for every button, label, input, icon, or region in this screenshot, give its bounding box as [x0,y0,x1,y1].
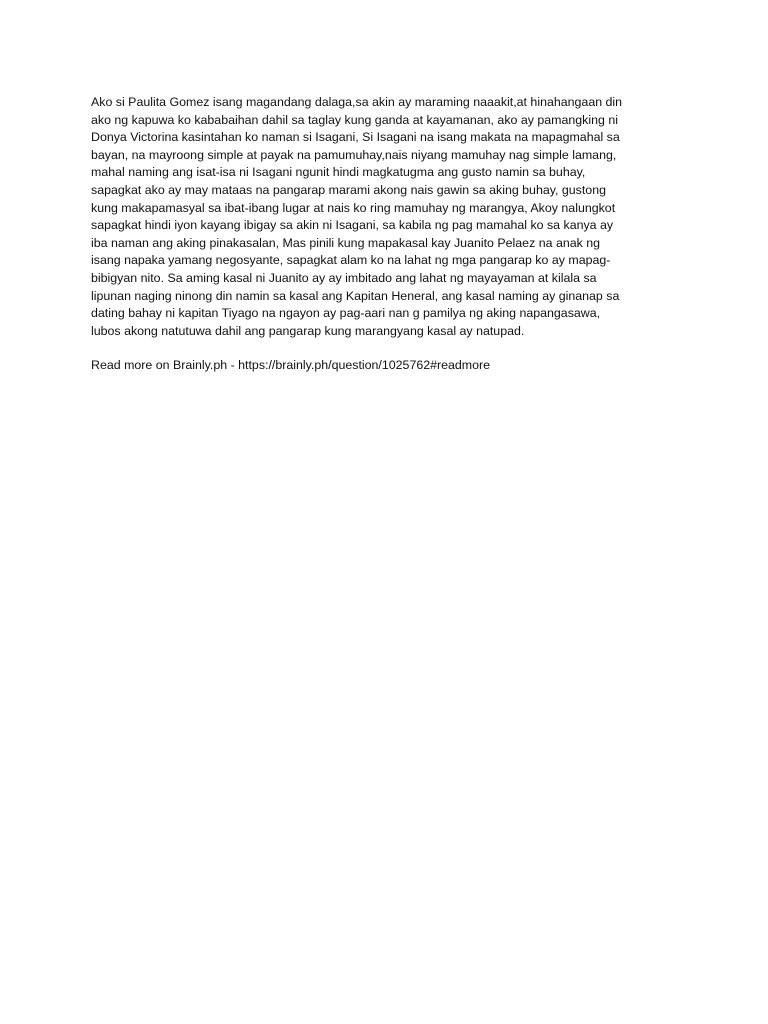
paragraph-line: iba naman ang aking pinakasalan, Mas pinili kung mapakasal kay Juanito Pelaez na anak ng [91,235,601,250]
paragraph-line: kung makapamasyal sa ibat-ibang lugar at nais ko ring mamuhay ng marangya, Akoy nalungkot [91,200,616,215]
paragraph-line: sapagkat ako ay may mataas na pangarap marami akong nais gawin sa aking buhay, gustong [91,182,606,197]
paragraph-line: lipunan naging ninong din namin sa kasal ang Kapitan Heneral, ang kasal naming ay ginanap sa [91,288,620,303]
paragraph-line: bayan, na mayroong simple at payak na pamumuhay,nais niyang mamuhay nag simple lamang, [91,147,617,162]
document-body [91,94,681,375]
paragraph-line: Ako si Paulita Gomez isang magandang dalaga,sa akin ay maraming naaakit,at hinahangaan din [91,95,623,109]
paragraph-line: isang napaka yamang negosyante, sapagkat alam ko na lahat ng mga pangarap ko ay mapag- [91,253,611,268]
read-more-line: Read more on Brainly.ph - https://brainly.ph/question/1025762#readmore [91,358,491,373]
paragraph-line: mahal naming ang isat-isa ni Isagani ngunit hindi magkatugma ang gusto namin sa buhay, [91,165,586,180]
paragraph-line: sapagkat hindi iyon kayang ibigay sa akin ni Isagani, sa kabila ng pag mamahal ko sa kanya ay [91,218,614,233]
paragraph-line: ako ng kapuwa ko kababaihan dahil sa taglay kung ganda at kayamanan, ako ay pamangking ni [91,112,618,127]
paragraph-line: bibigyan nito. Sa aming kasal ni Juanito ay ay imbitado ang lahat ng mayayaman at kilala sa [91,270,597,285]
paragraph-line: dating bahay ni kapitan Tiyago na ngayon ay pag-aari nan g pamilya ng aking napangasawa, [91,306,601,321]
paragraph-line: Donya Victorina kasintahan ko naman si Isagani, Si Isagani na isang makata na mapagmahal sa [91,130,620,145]
story-paragraph [91,94,681,340]
paragraph-line: lubos akong natutuwa dahil ang pangarap kung marangyang kasal ay natupad. [91,323,525,338]
paragraph-spacer [91,340,681,357]
